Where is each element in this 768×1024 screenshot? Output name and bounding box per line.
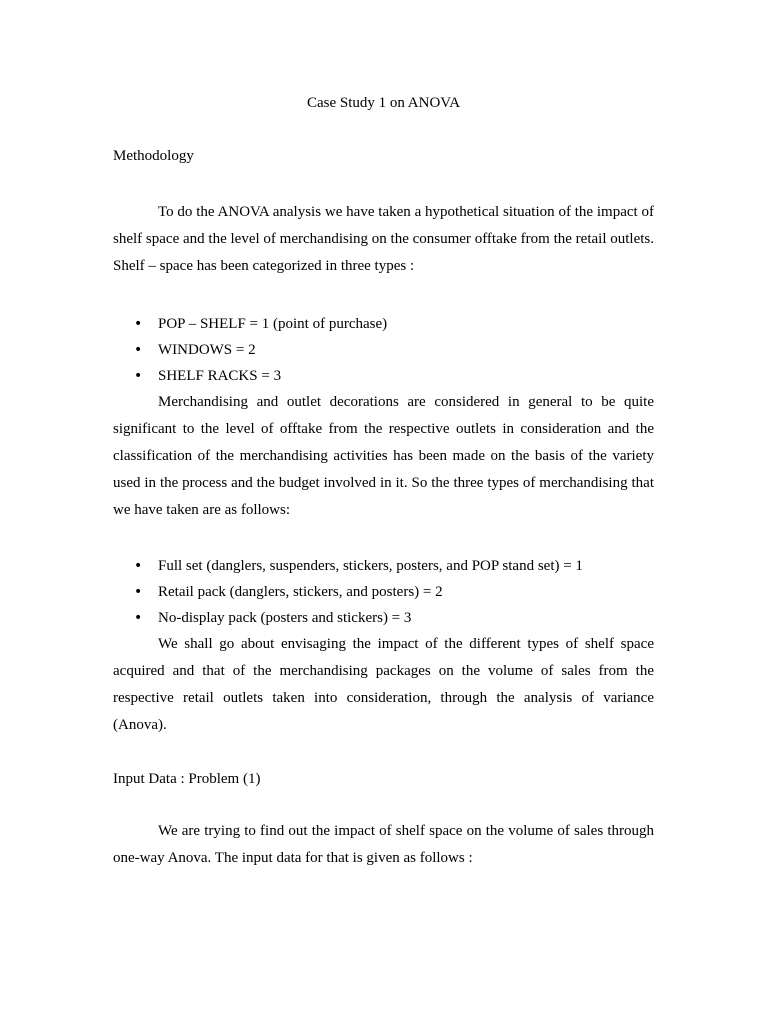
- list-item-text: SHELF RACKS = 3: [158, 368, 282, 384]
- list-item-text: POP – SHELF = 1 (point of purchase): [158, 316, 388, 332]
- list-item-text: Retail pack (danglers, stickers, and posters) = 2: [158, 584, 443, 600]
- bullet-icon: •: [134, 610, 143, 626]
- list-item-text: Full set (danglers, suspenders, stickers, posters, and POP stand set) = 1: [158, 558, 583, 574]
- list-item: [113, 337, 654, 363]
- paragraph-intro: To do the ANOVA analysis we have taken a hypothetical situation of the impact of shelf space and the level of merchandising on the consumer offtake from the retail outlets. Shelf – space has been categorized in three types :: [113, 204, 654, 274]
- document-title: Case Study 1 on ANOVA: [306, 95, 461, 111]
- list-item: [113, 363, 654, 389]
- bullet-icon: •: [134, 584, 143, 600]
- list-item: [113, 605, 654, 631]
- list-item: [113, 579, 654, 605]
- bullet-icon: •: [134, 316, 143, 332]
- list-item: [113, 553, 654, 579]
- document-page: [113, 92, 654, 872]
- bullet-icon: •: [134, 342, 143, 358]
- paragraph-merchandising: Merchandising and outlet decorations are considered in general to be quite significant to the level of offtake from the respective outlets in consideration and the classification of the merchandising activities has been made on the basis of the variety used in the process and the budget involved in it. So the three types of merchandising that we have taken are as follows:: [113, 394, 654, 518]
- paragraph-envisaging: We shall go about envisaging the impact of the different types of shelf space acquired and that of the merchandising packages on the volume of sales from the respective retail outlets taken into consideration, through the analysis of variance (Anova).: [113, 636, 654, 733]
- list-item-text: No-display pack (posters and stickers) = 3: [158, 610, 412, 626]
- list-item-text: WINDOWS = 2: [158, 342, 256, 358]
- heading-input-data: Input Data : Problem (1): [113, 771, 261, 787]
- shelf-types-list: [113, 311, 654, 389]
- paragraph-input: We are trying to find out the impact of shelf space on the volume of sales through one-way Anova. The input data for that is given as follows :: [113, 823, 654, 866]
- heading-methodology: Methodology: [113, 148, 194, 164]
- bullet-icon: •: [134, 558, 143, 574]
- bullet-icon: •: [134, 368, 143, 384]
- merchandising-types-list: [113, 553, 654, 631]
- list-item: [113, 311, 654, 337]
